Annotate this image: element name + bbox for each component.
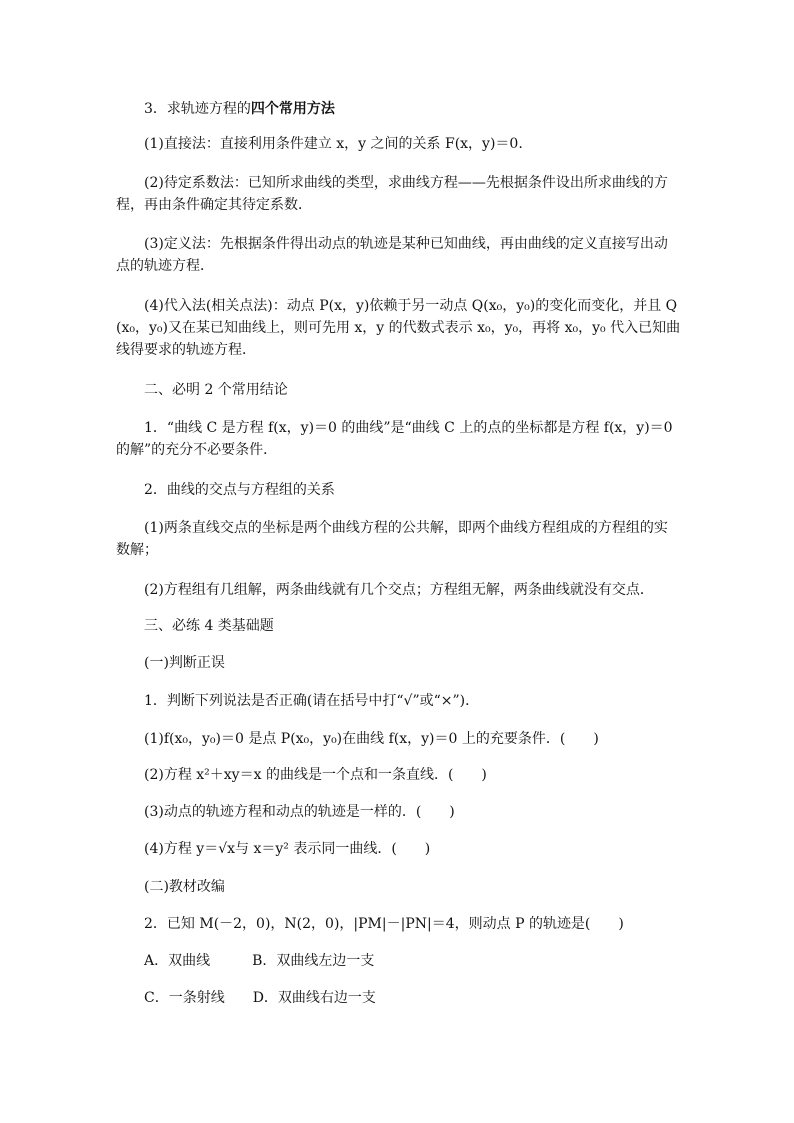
question-1-item-2: (2)方程 x²＋xy＝x 的曲线是一个点和一条直线．( ) <box>144 767 487 783</box>
subsection-judge-heading: (一)判断正误 <box>144 655 225 671</box>
question-1-stem: 1．判断下列说法是否正确(请在括号中打“√”或“×”)． <box>144 693 480 709</box>
conclusion-2-item-1: (1)两条直线交点的坐标是两个曲线方程的公共解，即两个曲线方程组成的方程组的实数解； <box>116 520 668 558</box>
heading-methods-prefix: 3．求轨迹方程的 <box>144 101 251 117</box>
method-definition: (3)定义法：先根据条件得出动点的轨迹是某种已知曲线，再由曲线的定义直接写出动点的轨迹方程． <box>116 236 668 274</box>
heading-methods <box>116 98 681 120</box>
question-2-options-cd: C．一条射线 D．双曲线右边一支 <box>144 990 376 1006</box>
subsection-textbook-heading: (二)教材改编 <box>144 879 225 895</box>
method-substitution: (4)代入法(相关点法)：动点 P(x，y)依赖于另一动点 Q(x₀，y₀)的变化而变化，并且 Q(x₀，y₀)又在某已知曲线上，则可先用 x，y 的代数式表示 x₀，y₀，再将 x₀，y₀ 代入已知曲线得要求的轨迹方程． <box>116 298 681 358</box>
section-two-heading: 二、必明 2 个常用结论 <box>144 382 288 398</box>
method-direct: (1)直接法：直接利用条件建立 x，y 之间的关系 F(x，y)＝0. <box>144 136 523 152</box>
question-2-stem: 2．已知 M(－2，0)，N(2，0)，|PM|－|PN|＝4，则动点 P 的轨迹是( ) <box>144 916 624 932</box>
conclusion-2-heading: 2．曲线的交点与方程组的关系 <box>144 482 335 498</box>
method-undetermined-coefficients: (2)待定系数法：已知所求曲线的类型，求曲线方程——先根据条件设出所求曲线的方程，再由条件确定其待定系数． <box>116 175 668 213</box>
question-2-options-ab: A．双曲线 B．双曲线左边一支 <box>144 953 375 969</box>
question-1-item-4: (4)方程 y＝√x与 x＝y² 表示同一曲线．( ) <box>144 841 431 857</box>
section-three-heading: 三、必练 4 类基础题 <box>144 618 274 634</box>
conclusion-2-item-2: (2)方程组有几组解，两条曲线就有几个交点；方程组无解，两条曲线就没有交点． <box>144 582 654 598</box>
question-1-item-3: (3)动点的轨迹方程和动点的轨迹是一样的．( ) <box>144 804 455 820</box>
question-1-item-1: (1)f(x₀，y₀)＝0 是点 P(x₀，y₀)在曲线 f(x，y)＝0 上的充要条件．( ) <box>144 731 599 747</box>
conclusion-1: 1．“曲线 C 是方程 f(x，y)＝0 的曲线”是“曲线 C 上的点的坐标都是方程 f(x，y)＝0 的解”的充分不必要条件． <box>116 420 673 458</box>
heading-methods-bold: 四个常用方法 <box>250 101 335 117</box>
